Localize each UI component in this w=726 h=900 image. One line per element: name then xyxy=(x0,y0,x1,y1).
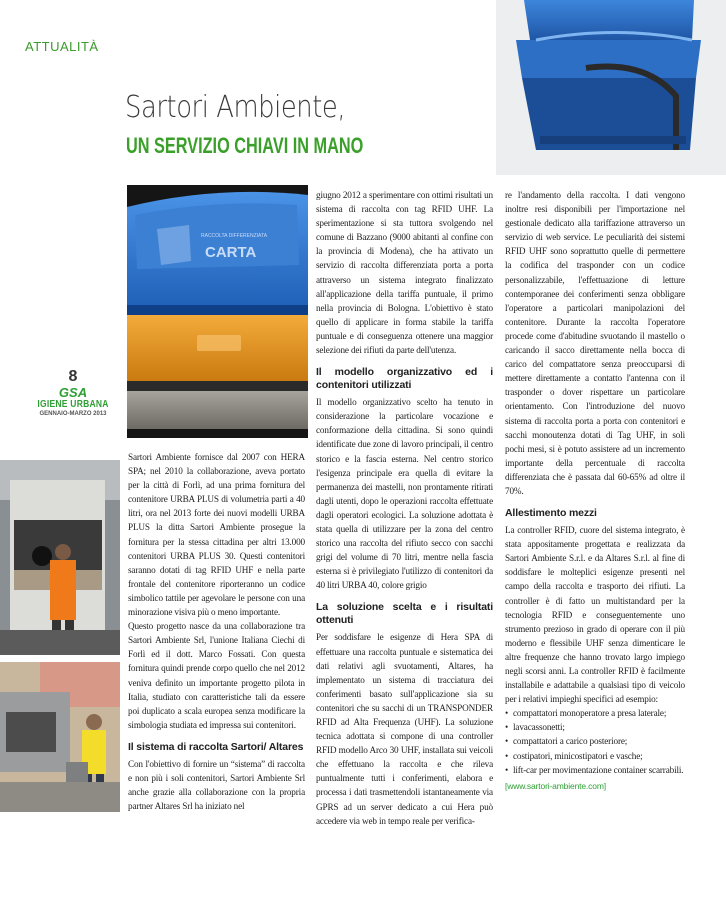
list-item: • lavacassonetti; xyxy=(505,720,685,734)
column-1 xyxy=(128,450,305,813)
magazine-logo: GSA xyxy=(58,385,88,400)
list-item: • compattatori monoperatore a presa laterale; xyxy=(505,706,685,720)
website-link[interactable]: [www.sartori-ambiente.com] xyxy=(505,780,606,791)
list-item: • compattatori a carico posteriore; xyxy=(505,734,685,748)
paragraph: La controller RFID, cuore del sistema integrato, è stata appositamente progettata e realizzata da Sartori Ambiente S.r.l. e da Altares S.r.l. al fine di soddisfare le molteplici esigenze presenti nel campo della raccolta e trasporto dei rifiuti. La controller è di fatto un multistandard per la tecnologia RFID e conseguentemente uno strumento prezioso in grado di operare con il più moderno e flessibile UHF senza dimenticare le altre frequenze che hanno trovato largo impiego negli scorsi anni. La controller RFID è facilmente installabile e adattabile a qualsiasi tipo di veicolo per i relativi impieghi specifici ad esempio: xyxy=(505,525,685,705)
paragraph: giugno 2012 a sperimentare con ottimi risultati un sistema di raccolta con tag RFID UHF. La sperimentazione si sta tuttora svolgendo nel comune di Bazzano (9000 abitanti al confine con la provincia di Modena), che ha attivato un servizio di raccolta differenziata porta a porta attraverso un sistema integrato finalizzato all'applicazione della tariffa puntuale, il primo nella provincia di Bologna. L'obiettivo è stato quello di applicare in forma stabile la tariffa puntuale e di conseguenza ottenere una maggior selezione dei rifiuti da parte dell'utenza. xyxy=(316,190,493,356)
paragraph: Sartori Ambiente fornisce dal 2007 con HERA SPA; nel 2010 la collaborazione, aveva portato per la città di Forlì, ad una prima fornitura del contenitore URBA PLUS di volumetria parti a 40 litri, ora nel 2013 forte dei nuovi modelli URBA PLUS la ditta Sartori Ambiente prosegue la fornitura per la stessa cittadina per altri 13.000 contenitori URBA PLUS 30. Questi contenitori saranno dotati di tag RFID UHF e nella parte frontale del contenitore riporteranno un codice simbolico tattile per agevolare le persone con una minorazione visiva più o meno importante. xyxy=(128,452,305,618)
bin-top-photo xyxy=(496,0,726,175)
list-item: • costipatori, minicostipatori e vasche; xyxy=(505,749,685,763)
vehicle-list xyxy=(505,706,685,776)
section-heading: Allestimento mezzi xyxy=(505,507,597,520)
paragraph: re l'andamento della raccolta. I dati vengono inoltre resi disponibili per l'importazione nel gestionale dedicato alla tariffazione attraverso un servizio di web service. Le peculiarità dei sistemi RFID UHF sono soprattutto quelle di permettere la codifica del trasponder con un codice personalizzabile, l'effettuazione di letture contemporanee dei conferimenti senza obbligare l'operatore a particolari manipolazioni del contenitore. Durante la raccolta l'operatore procede come d'abitudine svuotando il mastello o caricando il sacco direttamente nella bocca di carico del compattatore senza preoccuparsi di mettere direttamente a contatto l'antenna con il trasponder o dover rispettare un particolare orientamento. Con l'introduzione del nuovo sistema di raccolta porta a porta con contenitori e sacchi monoutenza dotati di Tag UHF, in soli pochi mesi, si è potuto assistere ad un incremento importante della percentuale di raccolta differenziata che è passata dal 60-65% ad oltre il 70%. xyxy=(505,190,685,496)
list-item: • lift-car per movimentazione container scarrabili. xyxy=(505,763,685,777)
bin-sublabel: RACCOLTA DIFFERENZIATA xyxy=(201,233,268,239)
truck-photo xyxy=(0,460,120,655)
section-heading: Il sistema di raccolta Sartori/ Altares xyxy=(128,740,304,753)
section-heading: Il modello organizzativo ed i contenitori utilizzati xyxy=(316,366,493,392)
section-heading: La soluzione scelta e i risultati ottenuti xyxy=(316,601,493,627)
paragraph: Il modello organizzativo scelto ha tenuto in considerazione la particolare vocazione e conformazione della cittadina. Si sono quindi identificate due zone di lavoro principali, il centro storico e la fascia esterna. Nel centro storico l'esigenza principale era quella di evitare la permanenza dei mastelli, non prontamente ritirati dagli utenti, dopo le operazioni raccolta effettuate dagli operatori ecologici. La soluzione adottata è stata quella di utilizzare per la zona del centro storico una raccolta del rifiuto secco con sacchi grigi del volume di 70 litri, mentre nella fascia esterna si è privilegiato l'utilizzo di contenitori da 40 litri URBA 40, colore grigio xyxy=(316,397,493,591)
magazine-mark xyxy=(22,368,124,418)
worker-photo xyxy=(0,662,120,812)
magazine-issue: GENNAIO-MARZO 2013 xyxy=(39,411,107,417)
paragraph: Questo progetto nasce da una collaborazione tra Sartori Ambiente Srl, l'unione Italiana Ciechi di Forlì ed il dott. Marco Fossati. Con questa fornitura quindi prende corpo quello che nel 2012 veniva definito un importante progetto pilota in Italia, studiato con caratteristiche tali da essere poi duplicato a scala europea senza modificare la simbologia studiata ed impressa sui contenitori. xyxy=(128,621,305,730)
section-label: ATTUALITÀ xyxy=(25,39,99,54)
article-subtitle: UN SERVIZIO CHIAVI IN MANO xyxy=(126,133,364,158)
bin-main-photo xyxy=(127,185,308,438)
column-3 xyxy=(505,188,685,793)
paragraph: Con l'obiettivo di fornire un “sistema” di raccolta e non più i soli contenitori, Sartori Ambiente Srl anche grazie alla collaborazione con la propria partner Altares Srl ha iniziato nel xyxy=(128,758,305,812)
bin-label: CARTA xyxy=(205,244,257,261)
article-title: Sartori Ambiente, xyxy=(125,90,346,125)
column-2 xyxy=(316,188,493,828)
paragraph: Per soddisfare le esigenze di Hera SPA di effettuare una raccolta puntuale e sistematica dei dati relativi agli svuotamenti, Altares, ha implementato un sistema di tracciatura dei conferimenti basato sull'applicazione sia su contenitori che su sacchi di un TRANSPONDER RFID ad Alta Frequenza (UHF). La soluzione tecnica adottata si compone di una controller RFID modello Arco 30 UHF, installata sui veicoli che effettuano la raccolta e che rileva puntualmente tutti i conferimenti, elabora e processa i dati trasmettendoli istantaneamente via GPRS ad un server dedicato a cui Hera può accedere via web in tempo reale per verifica- xyxy=(316,632,493,826)
magazine-subtitle: IGIENE URBANA xyxy=(37,399,109,410)
page-number: 8 xyxy=(68,368,78,385)
